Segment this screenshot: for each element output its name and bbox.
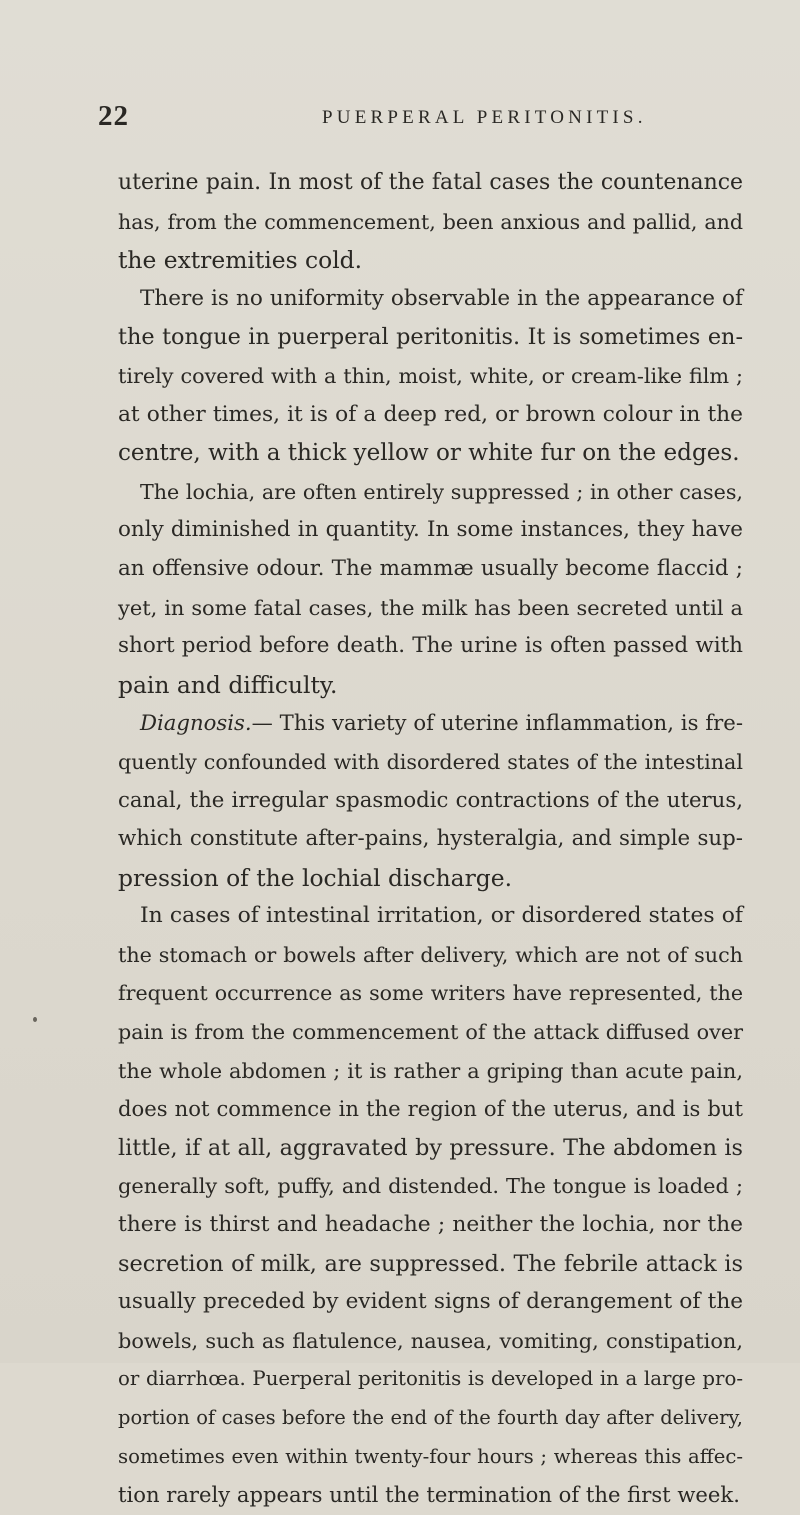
text-line: does not commence in the region of the uterus, and is but (118, 1096, 743, 1122)
text-line: The lochia, are often entirely suppressed ; in other cases, (140, 479, 743, 504)
text-line: generally soft, puffy, and distended. The tongue is loaded ; (118, 1174, 743, 1199)
text-line: an offensive odour. The mammæ usually become flaccid ; (118, 555, 743, 581)
text-line: There is no uniformity observable in the appearance of (140, 285, 743, 311)
text-line: centre, with a thick yellow or white fur on the edges. (118, 440, 740, 467)
paper-speck (33, 1017, 37, 1022)
text-line: uterine pain. In most of the fatal cases the countenance (118, 170, 743, 195)
text-line: tion rarely appears until the termination of the first week. (118, 1482, 740, 1508)
text-line: or diarrhœa. Puerperal peritonitis is developed in a large pro- (118, 1367, 743, 1391)
text-line: bowels, such as flatulence, nausea, vomiting, constipation, (118, 1328, 743, 1353)
text-line: In cases of intestinal irritation, or disordered states of (140, 903, 743, 929)
text-line: pression of the lochial discharge. (118, 863, 513, 892)
text-line: at other times, it is of a deep red, or brown colour in the (118, 401, 743, 427)
diagnosis-heading: Diagnosis. (140, 710, 252, 736)
text-line: only diminished in quantity. In some instances, they have (118, 517, 743, 543)
text-line: the extremities cold. (118, 246, 363, 275)
text-line: pain and difficulty. (118, 670, 338, 699)
text-line: pain is from the commencement of the attack diffused over (118, 1020, 743, 1045)
text-line: quently confounded with disordered states of the intestinal (118, 749, 743, 774)
running-title: PUERPERAL PERITONITIS. (322, 107, 647, 128)
text-line: sometimes even within twenty-four hours ; whereas this affec- (118, 1444, 743, 1468)
text-line: portion of cases before the end of the fourth day after delivery, (118, 1406, 743, 1429)
text-line: frequent occurrence as some writers have represented, the (118, 981, 743, 1006)
diagnosis-text: — This variety of uterine inflammation, is fre- (251, 710, 743, 736)
page-header (98, 100, 748, 140)
text-line: usually preceded by evident signs of derangement of the (118, 1289, 743, 1315)
text-line: tirely covered with a thin, moist, white, or cream-like film ; (118, 363, 743, 388)
text-line: yet, in some fatal cases, the milk has been secreted until a (118, 595, 743, 620)
text-line: little, if at all, aggravated by pressure. The abdomen is (118, 1134, 743, 1161)
text-line: which constitute after-pains, hysteralgia, and simple sup- (118, 826, 743, 852)
text-line: canal, the irregular spasmodic contractions of the uterus, (118, 787, 743, 813)
body-text (118, 164, 743, 1515)
page-number: 22 (98, 100, 129, 132)
text-line: secretion of milk, are suppressed. The febrile attack is (118, 1250, 743, 1277)
text-line: the tongue in puerperal peritonitis. It is sometimes en- (118, 324, 743, 351)
text-line (118, 704, 743, 743)
text-line: has, from the commencement, been anxious and pallid, and (118, 209, 743, 234)
text-line: the whole abdomen ; it is rather a griping than acute pain, (118, 1058, 743, 1083)
text-line: the stomach or bowels after delivery, which are not of such (118, 942, 743, 967)
text-line: short period before death. The urine is often passed with (118, 633, 743, 659)
text-line: there is thirst and headache ; neither the lochia, nor the (118, 1212, 743, 1238)
